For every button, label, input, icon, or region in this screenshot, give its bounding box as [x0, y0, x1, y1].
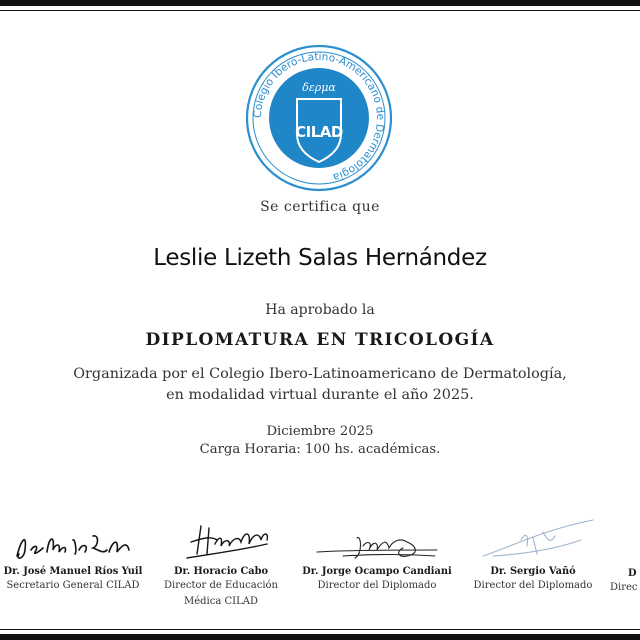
organized-line-2: en modalidad virtual durante el año 2025. [166, 387, 474, 403]
approved-text: Ha aprobado la [265, 302, 375, 318]
seal-monogram: CILAD [295, 123, 343, 141]
signatory-role: Direc [610, 582, 638, 593]
certifies-text: Se certifica que [260, 199, 380, 215]
signatory-role: Director del Diplomado [473, 580, 593, 591]
cilad-seal-logo [245, 44, 393, 192]
signatory-1 [0, 510, 158, 593]
signatory-name: Dr. Sergio Vañó [490, 566, 576, 577]
signatory-role: Director de Educación [164, 580, 278, 591]
signature-ocampo-candiani [307, 510, 447, 564]
signatory-role-continued: Médica CILAD [184, 596, 258, 607]
signatory-name: Dr. Jorge Ocampo Candiani [302, 566, 452, 577]
signatory-role: Secretario General CILAD [6, 580, 140, 591]
signatory-2 [136, 510, 306, 609]
course-hours: Carga Horaria: 100 hs. académicas. [199, 442, 441, 457]
signatory-3 [292, 510, 462, 593]
seal-greek-text: δερμα [302, 81, 336, 94]
signatory-name: Dr. José Manuel Ríos Yuil [3, 566, 143, 577]
organized-by-text [0, 364, 640, 406]
recipient-name: Leslie Lizeth Salas Hernández [153, 245, 487, 271]
signatory-5-cropped [604, 510, 640, 595]
signature-cabo [151, 510, 291, 564]
seal-ring-text: Colegio Ibero-Latino-Americano de Dermatología [251, 50, 387, 184]
signatory-name: D [628, 568, 637, 579]
signature-vano [463, 510, 603, 564]
signatory-4 [448, 510, 618, 593]
signatory-name: Dr. Horacio Cabo [173, 566, 269, 577]
signature-rios-yuil [3, 510, 143, 564]
signatory-role: Director del Diplomado [317, 580, 437, 591]
organized-line-1: Organizada por el Colegio Ibero-Latinoamericano de Dermatología, [73, 366, 567, 382]
program-title: DIPLOMATURA EN TRICOLOGÍA [145, 330, 495, 350]
issue-date: Diciembre 2025 [266, 424, 374, 439]
